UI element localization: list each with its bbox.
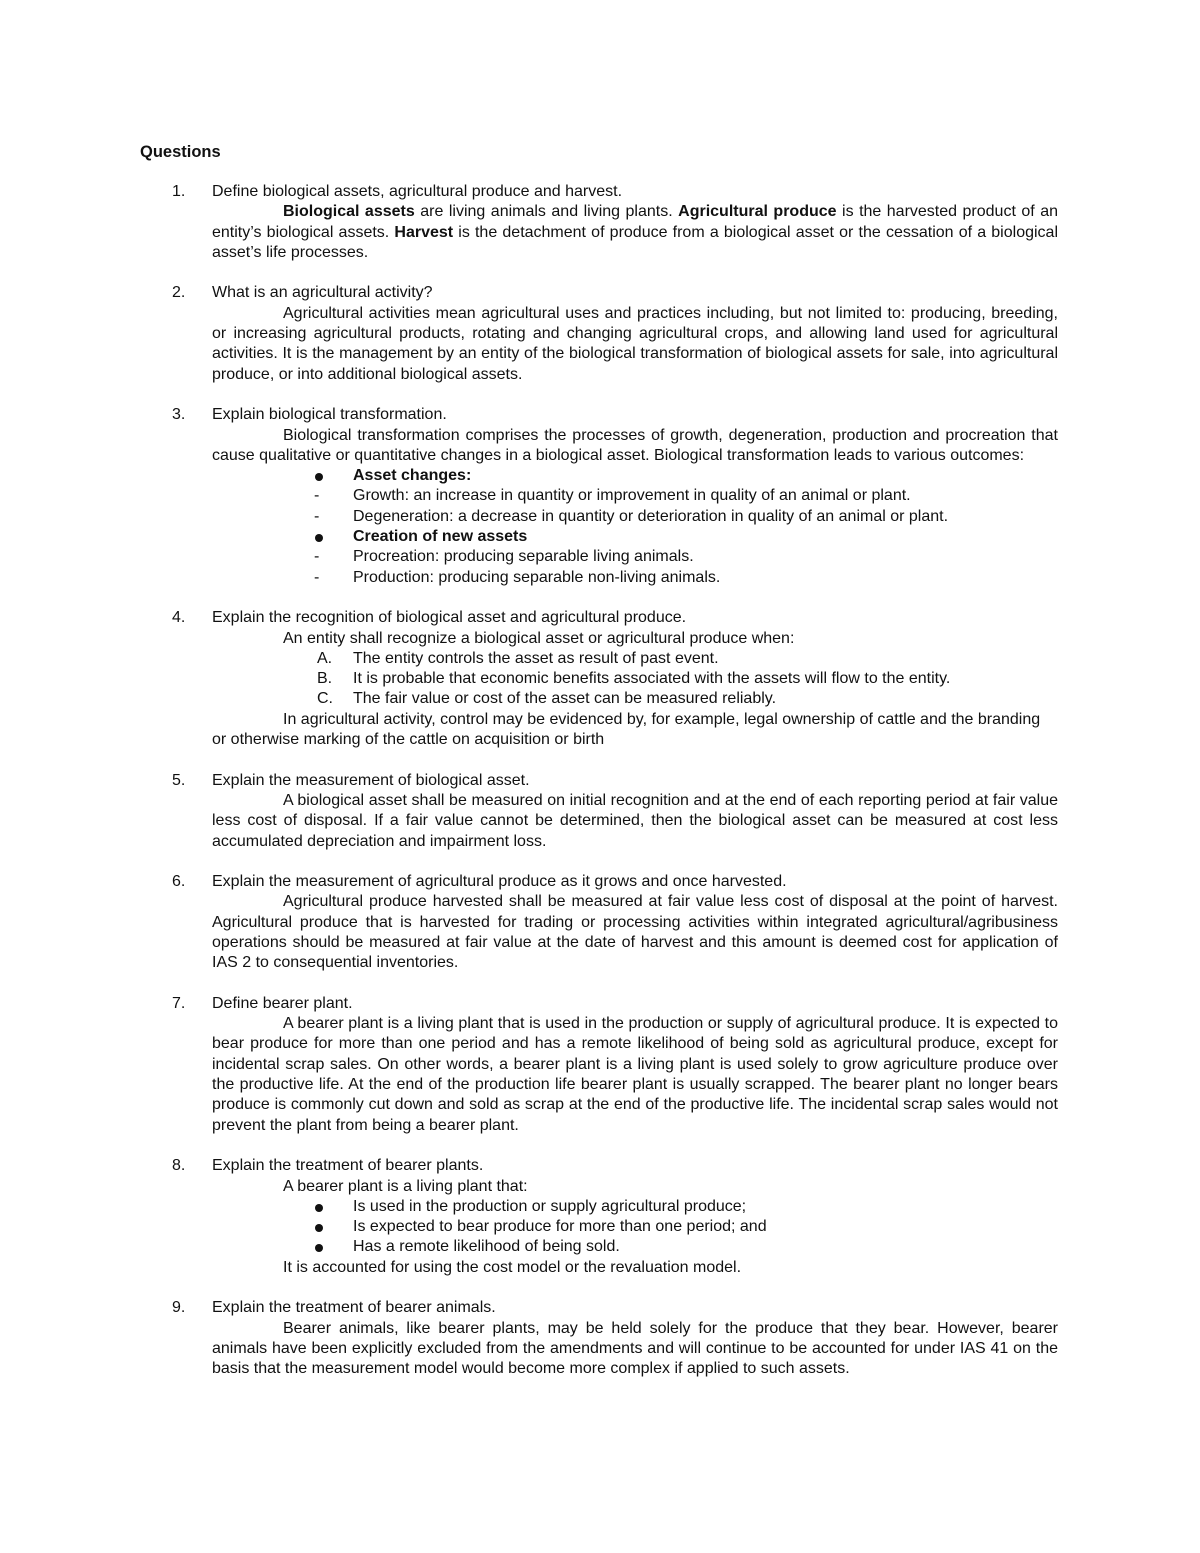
list-item: [0, 1197, 1200, 1217]
list-item: [0, 527, 1200, 547]
list-item-text: Production: producing separable non-living animals.: [353, 568, 721, 586]
question-item-8: [0, 1156, 1200, 1278]
answer-text: In agricultural activity, control may be evidenced by, for example, legal ownership of cattle and the branding or otherwise marking of the cattle on acquisition or birth: [212, 710, 1041, 749]
answer-intro: A bearer plant is a living plant that:: [283, 1177, 528, 1195]
term-biological-assets: Biological assets: [283, 203, 415, 221]
answer-text: Agricultural activities mean agricultural uses and practices including, but not limited to: producing, breeding, or increasing agricultural products, rotating and changing agricultural crops, and allowing land used for agricultural activities. It is the management by an entity of the biological transformation of biological assets for sale, into agricultural produce, or into additional biological assets.: [212, 304, 1058, 383]
question-number: 5.: [172, 771, 186, 789]
question-text: Explain the measurement of agricultural produce as it grows and once harvested.: [212, 873, 787, 891]
term-agricultural-produce: Agricultural produce: [678, 203, 837, 221]
list-item-text: It is probable that economic benefits associated with the assets will flow to the entity.: [353, 670, 951, 688]
question-number: 6.: [172, 873, 186, 891]
question-item-3: [0, 405, 1200, 588]
question-item-2: [0, 283, 1200, 384]
answer-paragraph: [212, 426, 1058, 467]
question-item-7: [0, 994, 1200, 1136]
bullet-icon: [315, 1244, 323, 1252]
answer-text: is the harvested product of an entity’s biological assets.: [212, 203, 1059, 241]
list-item-text: The entity controls the asset as result of past event.: [353, 649, 719, 667]
question-text: Explain the recognition of biological asset and agricultural produce.: [212, 609, 687, 627]
list-item: [0, 669, 1200, 689]
list-item-text: Degeneration: a decrease in quantity or deterioration in quality of an animal or plant.: [353, 507, 949, 525]
dash-marker: -: [314, 487, 320, 505]
list-item-text: Is used in the production or supply agricultural produce;: [353, 1197, 747, 1215]
letter-marker: A.: [317, 649, 333, 667]
answer-intro: An entity shall recognize a biological asset or agricultural produce when:: [283, 629, 795, 647]
list-item: [0, 547, 1200, 567]
list-item-text: Creation of new assets: [353, 528, 528, 546]
answer-text: Biological transformation comprises the processes of growth, degeneration, production and procreation that cause qualitative or quantitative changes in a biological asset. Biological transformation leads to various outcomes:: [212, 426, 1058, 464]
question-number: 3.: [172, 406, 186, 424]
bullet-icon: [315, 534, 323, 542]
list-item-text: Asset changes:: [353, 467, 472, 485]
question-text: Define bearer plant.: [212, 994, 353, 1012]
list-item: [0, 466, 1200, 486]
answer-text: is the detachment of produce from a biological asset or the cessation of a biological asset’s life processes.: [212, 223, 1058, 261]
answer-paragraph: [212, 892, 1058, 973]
answer-paragraph: [212, 1319, 1058, 1380]
answer-paragraph: [212, 304, 1058, 385]
answer-text: A bearer plant is a living plant that is used in the production or supply of agricultural produce. It is expected to bear produce for more than one period and has a remote likelihood of being sold as agricultural produce, except for incidental scrap sales. On other words, a bearer plant is a living plant is used solely to grow agriculture produce over the productive life. At the end of the production life bearer plant is usually scrapped. The bearer plant no longer bears produce is commonly cut down and sold as scrap at the end of the productive life. The incidental scrap sales would not prevent the plant from being a bearer plant.: [212, 1015, 1058, 1134]
list-item-text: Is expected to bear produce for more than one period; and: [353, 1218, 767, 1236]
page-heading: Questions: [140, 143, 221, 161]
letter-marker: C.: [317, 690, 333, 708]
list-item-text: Has a remote likelihood of being sold.: [353, 1238, 620, 1256]
bullet-icon: [315, 1204, 323, 1212]
dash-marker: -: [314, 507, 320, 525]
list-item-text: Procreation: producing separable living animals.: [353, 548, 694, 566]
question-list: [0, 182, 1200, 1400]
answer-paragraph: [212, 1014, 1058, 1136]
question-item-1: [0, 182, 1200, 263]
answer-text: A biological asset shall be measured on initial recognition and at the end of each reporting period at fair value less cost of disposal. If a fair value cannot be determined, then the biological asset can be measured at cost less accumulated depreciation and impairment loss.: [212, 791, 1058, 850]
list-item-text: Growth: an increase in quantity or improvement in quality of an animal or plant.: [353, 487, 911, 505]
list-item: [0, 1237, 1200, 1257]
bullet-icon: [315, 473, 323, 481]
dash-marker: -: [314, 548, 320, 566]
question-number: 4.: [172, 609, 186, 627]
list-item-text: The fair value or cost of the asset can be measured reliably.: [353, 690, 777, 708]
list-item: [0, 649, 1200, 669]
answer-paragraph: [212, 202, 1058, 263]
answer-text: are living animals and living plants.: [414, 203, 679, 221]
answer-text: Agricultural produce harvested shall be measured at fair value less cost of disposal at the point of harvest. Agricultural produce that is harvested for trading or processing activities within integrated agricultural/agribusiness operations should be measured at fair value at the date of harvest and this amount is deemed cost for application of IAS 2 to consequential inventories.: [212, 893, 1058, 972]
list-item: [0, 689, 1200, 709]
question-text: Explain the measurement of biological asset.: [212, 771, 530, 789]
list-item: [0, 568, 1200, 588]
dash-marker: -: [314, 568, 320, 586]
answer-paragraph: [212, 791, 1058, 852]
question-text: Explain biological transformation.: [212, 406, 447, 424]
bullet-icon: [315, 1224, 323, 1232]
question-number: 1.: [172, 183, 186, 200]
question-number: 2.: [172, 284, 186, 302]
question-number: 9.: [172, 1299, 186, 1317]
question-text: Explain the treatment of bearer animals.: [212, 1299, 496, 1317]
question-text: Define biological assets, agricultural produce and harvest.: [212, 183, 623, 200]
term-harvest: Harvest: [394, 223, 454, 241]
question-item-6: [0, 872, 1200, 973]
answer-paragraph: [212, 710, 1058, 751]
list-item: [0, 507, 1200, 527]
question-text: What is an agricultural activity?: [212, 284, 433, 302]
question-item-9: [0, 1298, 1200, 1379]
question-item-4: [0, 608, 1200, 750]
question-text: Explain the treatment of bearer plants.: [212, 1157, 484, 1175]
question-item-5: [0, 771, 1200, 852]
question-number: 7.: [172, 994, 186, 1012]
answer-outro: It is accounted for using the cost model or the revaluation model.: [283, 1258, 742, 1276]
answer-text: Bearer animals, like bearer plants, may be held solely for the produce that they bear. However, bearer animals have been explicitly excluded from the amendments and will continue to be accounted for under IAS 41 on the basis that the measurement model would become more complex if applied to such assets.: [212, 1319, 1058, 1378]
letter-marker: B.: [317, 670, 333, 688]
list-item: [0, 1217, 1200, 1237]
question-number: 8.: [172, 1157, 186, 1175]
list-item: [0, 486, 1200, 506]
